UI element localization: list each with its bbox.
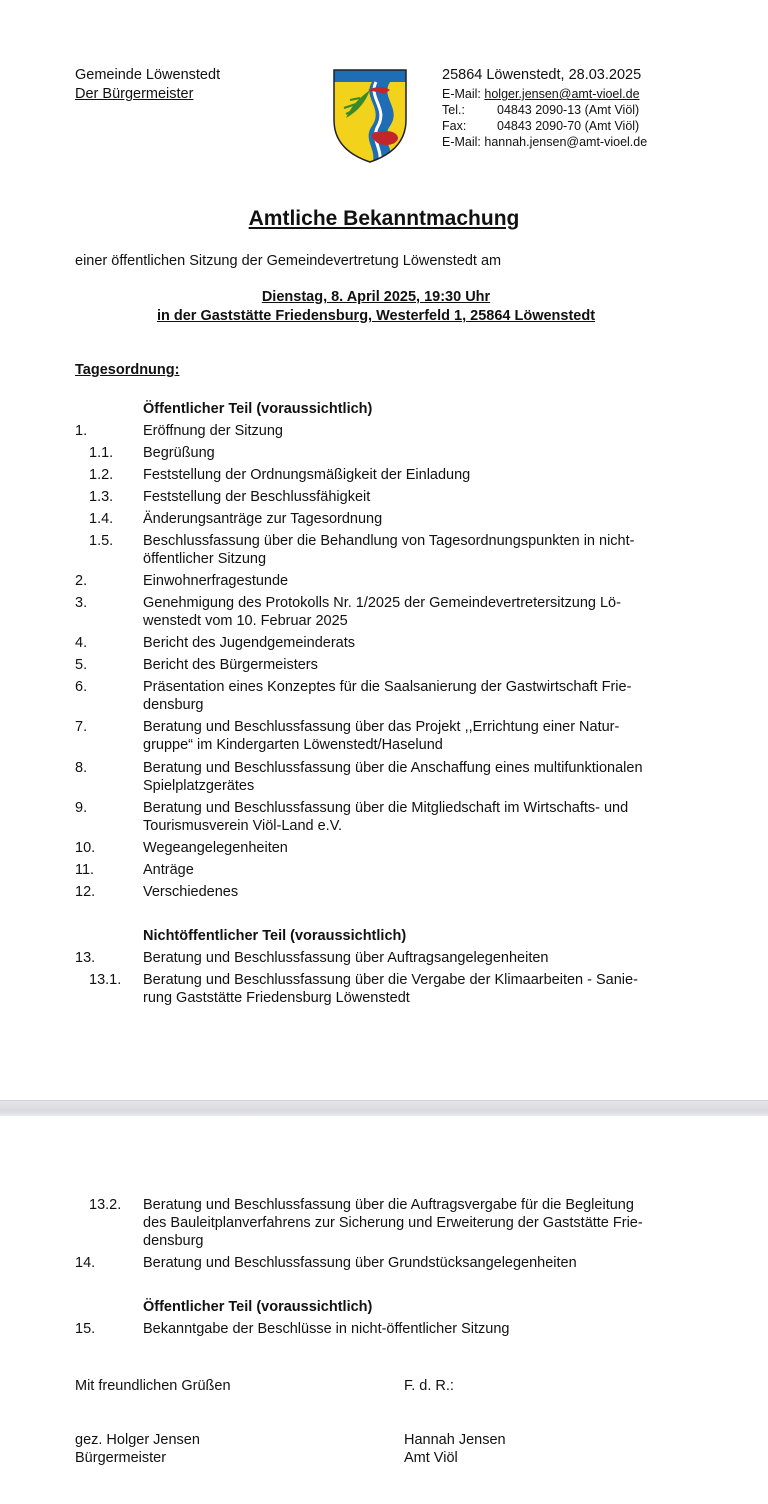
item-number: 8. xyxy=(75,760,88,776)
item-text-cont: Tourismusverein Viöl-Land e.V. xyxy=(143,818,343,834)
place-date: 25864 Löwenstedt, 28.03.2025 xyxy=(442,67,642,83)
item-number: 13.1. xyxy=(89,972,122,988)
tel-value: 04843 2090-13 (Amt Viöl) xyxy=(497,103,640,117)
email-link-1[interactable]: holger.jensen@amt-vioel.de xyxy=(484,87,640,101)
item-number: 13.2. xyxy=(89,1197,122,1213)
item-number: 13. xyxy=(75,950,96,966)
item-text-cont: gruppe“ im Kindergarten Löwenstedt/Haselund xyxy=(143,737,443,753)
signer-2-role: Amt Viöl xyxy=(404,1450,458,1466)
email-line-1 xyxy=(442,86,640,102)
item-text: Bericht des Jugendgemeinderats xyxy=(143,635,355,651)
item-text: Anträge xyxy=(143,862,194,878)
item-text-cont: des Bauleitplanverfahrens zur Sicherung und Erweiterung der Gaststätte Frie- xyxy=(143,1215,643,1231)
item-text: Einwohnerfragestunde xyxy=(143,573,289,589)
municipality-name: Gemeinde Löwenstedt xyxy=(75,67,221,83)
meeting-date: Dienstag, 8. April 2025, 19:30 Uhr xyxy=(261,289,491,305)
item-text: Beratung und Beschlussfassung über die Mitgliedschaft im Wirtschafts- und xyxy=(143,800,629,816)
item-text: Bericht des Bürgermeisters xyxy=(143,657,318,673)
page-2 xyxy=(0,1116,768,1504)
item-text: Feststellung der Beschlussfähigkeit xyxy=(143,489,371,505)
agenda-heading: Tagesordnung: xyxy=(75,362,180,378)
item-text-cont: wenstedt vom 10. Februar 2025 xyxy=(143,613,348,629)
email-label-2: E-Mail: xyxy=(442,135,481,149)
fdr-label: F. d. R.: xyxy=(404,1378,454,1394)
section-public2-heading: Öffentlicher Teil (voraussichtlich) xyxy=(143,1299,373,1315)
item-number: 1.3. xyxy=(89,489,114,505)
item-number: 10. xyxy=(75,840,96,856)
item-number: 1.2. xyxy=(89,467,114,483)
item-number: 5. xyxy=(75,657,88,673)
item-text: Beratung und Beschlussfassung über die Vergabe der Klimaarbeiten - Sanie- xyxy=(143,972,638,988)
item-number: 15. xyxy=(75,1321,96,1337)
item-text: Beratung und Beschlussfassung über die Auftragsvergabe für die Begleitung xyxy=(143,1197,634,1213)
email-label-1: E-Mail: xyxy=(442,87,481,101)
meeting-place: in der Gaststätte Friedensburg, Westerfeld 1, 25864 Löwenstedt xyxy=(156,308,596,324)
item-number: 12. xyxy=(75,884,96,900)
item-number: 1.4. xyxy=(89,511,114,527)
section-nonpublic-heading: Nichtöffentlicher Teil (voraussichtlich) xyxy=(143,928,407,944)
item-text: Bekanntgabe der Beschlüsse in nicht-öffentlicher Sitzung xyxy=(143,1321,510,1337)
item-text: Beratung und Beschlussfassung über Auftragsangelegenheiten xyxy=(143,950,549,966)
item-text-cont: densburg xyxy=(143,697,204,713)
item-text-cont: densburg xyxy=(143,1233,204,1249)
item-number: 1. xyxy=(75,423,88,439)
item-text: Änderungsanträge zur Tagesordnung xyxy=(143,511,383,527)
item-number: 9. xyxy=(75,800,88,816)
item-text: Begrüßung xyxy=(143,445,215,461)
closing-greeting: Mit freundlichen Grüßen xyxy=(75,1378,231,1394)
mayor-title: Der Bürgermeister xyxy=(75,86,194,102)
document-title: Amtliche Bekanntmachung xyxy=(248,207,520,230)
item-number: 11. xyxy=(75,862,95,878)
signer-1-name: gez. Holger Jensen xyxy=(75,1432,200,1448)
item-text: Beratung und Beschlussfassung über das Projekt ,,Errichtung einer Natur- xyxy=(143,719,620,735)
item-text-cont: öffentlicher Sitzung xyxy=(143,551,267,567)
item-number: 6. xyxy=(75,679,88,695)
item-text-cont: Spielplatzgerätes xyxy=(143,778,255,794)
item-number: 4. xyxy=(75,635,88,651)
item-text: Verschiedenes xyxy=(143,884,239,900)
item-text-cont: rung Gaststätte Friedensburg Löwenstedt xyxy=(143,990,410,1006)
fax-value: 04843 2090-70 (Amt Viöl) xyxy=(497,119,640,133)
item-number: 7. xyxy=(75,719,88,735)
item-text: Beschlussfassung über die Behandlung von Tagesordnungspunkten in nicht- xyxy=(143,533,635,549)
tel-label: Tel.: xyxy=(442,103,465,117)
signer-2-name: Hannah Jensen xyxy=(404,1432,506,1448)
coat-of-arms-icon xyxy=(332,68,408,164)
item-text: Genehmigung des Protokolls Nr. 1/2025 der Gemeindevertretersitzung Lö- xyxy=(143,595,621,611)
item-text: Beratung und Beschlussfassung über Grundstücksangelegenheiten xyxy=(143,1255,577,1271)
item-number: 3. xyxy=(75,595,88,611)
signer-1-role: Bürgermeister xyxy=(75,1450,167,1466)
item-text: Beratung und Beschlussfassung über die Anschaffung eines multifunktionalen xyxy=(143,760,643,776)
item-number: 1.5. xyxy=(89,533,114,549)
intro-text: einer öffentlichen Sitzung der Gemeindevertretung Löwenstedt am xyxy=(75,253,502,269)
item-number: 14. xyxy=(75,1255,96,1271)
item-number: 2. xyxy=(75,573,88,589)
section-public-heading: Öffentlicher Teil (voraussichtlich) xyxy=(143,401,373,417)
item-text: Präsentation eines Konzeptes für die Saalsanierung der Gastwirtschaft Frie- xyxy=(143,679,632,695)
item-text: Feststellung der Ordnungsmäßigkeit der Einladung xyxy=(143,467,471,483)
item-text: Eröffnung der Sitzung xyxy=(143,423,283,439)
email-link-2[interactable]: hannah.jensen@amt-vioel.de xyxy=(484,135,648,149)
fax-label: Fax: xyxy=(442,119,467,133)
email-line-2 xyxy=(442,134,647,150)
item-text: Wegeangelegenheiten xyxy=(143,840,288,856)
item-number: 1.1. xyxy=(89,445,114,461)
